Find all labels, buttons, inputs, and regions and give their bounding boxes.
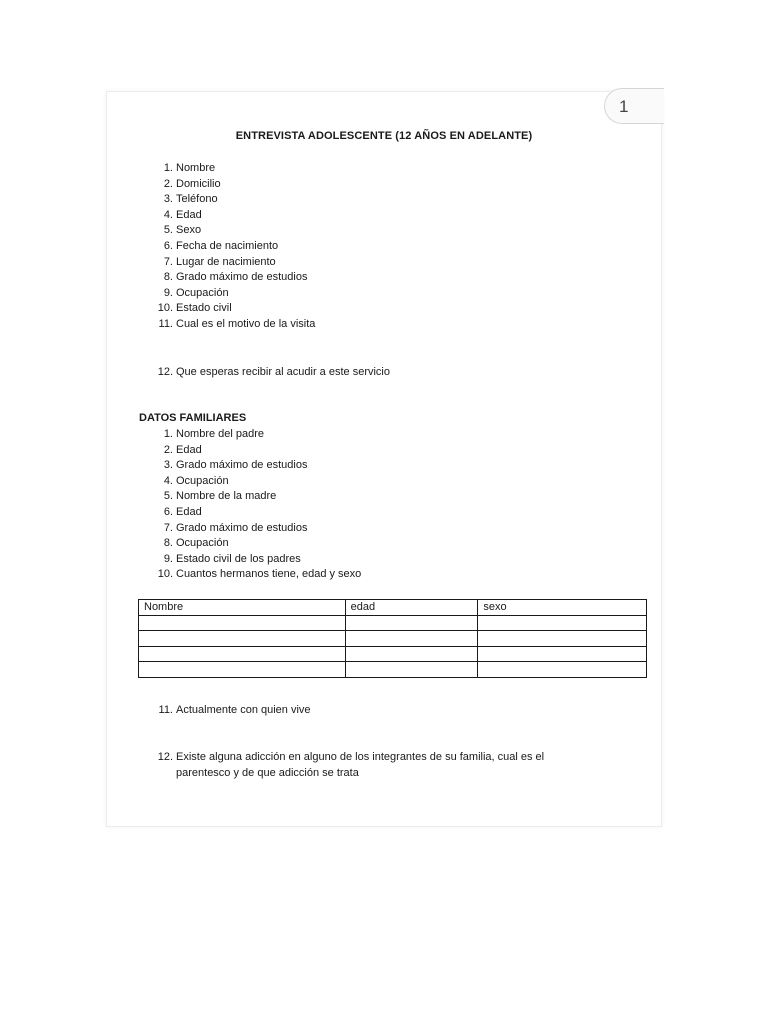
item-label: Ocupación	[176, 286, 229, 299]
item-number: 11.	[158, 704, 173, 716]
list-item	[163, 208, 315, 224]
table-cell	[345, 646, 478, 662]
item-label: Actualmente con quien vive	[176, 704, 311, 716]
item-label: Cuantos hermanos tiene, edad y sexo	[176, 568, 362, 581]
item-number: 10.	[157, 302, 173, 315]
item-label: Nombre	[176, 162, 216, 174]
table-row	[139, 615, 647, 631]
item-label-line-1: Existe alguna adicción en alguno de los integrantes de su familia, cual es el	[176, 751, 545, 763]
table-cell	[345, 631, 478, 647]
item-label: Estado civil de los padres	[176, 552, 301, 565]
list-item	[163, 161, 315, 177]
item-number: 4.	[163, 208, 173, 221]
list-item	[163, 177, 315, 193]
table-row	[139, 646, 647, 662]
item-number: 10.	[157, 568, 173, 581]
item-number: 2.	[163, 177, 173, 190]
item-number: 3.	[163, 193, 173, 206]
item-number: 12.	[157, 751, 173, 763]
table-header-row	[139, 600, 647, 616]
table-cell	[139, 615, 346, 631]
table-body	[139, 615, 647, 677]
item-label: Lugar de nacimiento	[176, 255, 276, 268]
item-label: Edad	[176, 208, 202, 221]
item-number: 12.	[157, 366, 173, 378]
personal-data-list	[157, 161, 316, 333]
item-number: 6.	[163, 239, 173, 252]
item-number: 9.	[163, 286, 173, 299]
item-number: 6.	[163, 505, 173, 518]
section-heading-family: DATOS FAMILIARES	[139, 412, 247, 424]
list-item	[163, 443, 361, 459]
list-item	[163, 552, 361, 568]
list-item-addiction	[157, 750, 545, 781]
siblings-table	[138, 599, 647, 678]
list-item	[163, 270, 315, 286]
list-item	[157, 567, 362, 583]
table-cell	[139, 662, 346, 678]
item-label: Edad	[176, 505, 202, 518]
list-item	[163, 505, 361, 521]
item-label: Fecha de nacimiento	[176, 239, 279, 252]
table-cell	[345, 615, 478, 631]
list-item	[158, 317, 316, 333]
list-item	[163, 223, 315, 239]
item-number: 1.	[163, 428, 173, 440]
item-number: 7.	[163, 255, 173, 268]
item-label: Grado máximo de estudios	[176, 271, 308, 284]
list-item	[163, 536, 361, 552]
list-item	[163, 474, 361, 490]
item-number: 8.	[163, 271, 173, 284]
page-number: 1	[619, 97, 629, 116]
table-cell	[478, 646, 647, 662]
list-item-expectations	[157, 365, 390, 380]
item-label: Nombre de la madre	[176, 490, 277, 503]
table-cell	[478, 615, 647, 631]
item-label: Sexo	[176, 224, 202, 237]
item-label: Grado máximo de estudios	[176, 459, 308, 472]
list-item	[163, 286, 315, 302]
item-number: 2.	[163, 443, 173, 456]
item-label: Domicilio	[176, 177, 221, 190]
table-row	[139, 631, 647, 647]
item-label: Ocupación	[176, 537, 229, 550]
item-number: 1.	[163, 162, 173, 174]
table-cell	[139, 631, 346, 647]
item-label: Que esperas recibir al acudir a este servicio	[176, 366, 390, 378]
table-header-edad: edad	[345, 600, 478, 616]
table-cell	[478, 631, 647, 647]
list-item	[163, 239, 315, 255]
list-item	[163, 255, 315, 271]
family-data-list	[157, 427, 362, 583]
item-number: 7.	[163, 521, 173, 534]
item-number: 8.	[163, 537, 173, 550]
table-cell	[478, 662, 647, 678]
list-item	[163, 427, 361, 443]
item-number: 5.	[163, 224, 173, 237]
page-number-tab	[604, 88, 664, 124]
table-row	[139, 662, 647, 678]
item-label-line-2: parentesco y de que adicción se trata	[176, 766, 359, 779]
item-label: Grado máximo de estudios	[176, 521, 308, 534]
list-item	[163, 192, 315, 208]
table-cell	[345, 662, 478, 678]
list-item	[163, 521, 361, 537]
table-header-nombre: Nombre	[139, 600, 346, 616]
item-label: Nombre del padre	[176, 428, 265, 440]
item-label: Estado civil	[176, 302, 232, 315]
item-label: Ocupación	[176, 474, 229, 487]
list-item	[163, 489, 361, 505]
item-number: 11.	[158, 317, 173, 330]
item-number: 3.	[163, 459, 173, 472]
table-cell	[139, 646, 346, 662]
list-item-lives-with	[158, 703, 311, 719]
item-number: 4.	[163, 474, 173, 487]
item-label: Teléfono	[176, 193, 218, 206]
list-item	[157, 301, 315, 317]
item-label: Edad	[176, 443, 202, 456]
item-number: 9.	[163, 552, 173, 565]
item-label: Cual es el motivo de la visita	[176, 317, 316, 330]
item-number: 5.	[163, 490, 173, 503]
list-item	[163, 458, 361, 474]
document-title: ENTREVISTA ADOLESCENTE (12 AÑOS EN ADELANTE)	[235, 130, 533, 142]
table-header-sexo: sexo	[478, 600, 647, 616]
